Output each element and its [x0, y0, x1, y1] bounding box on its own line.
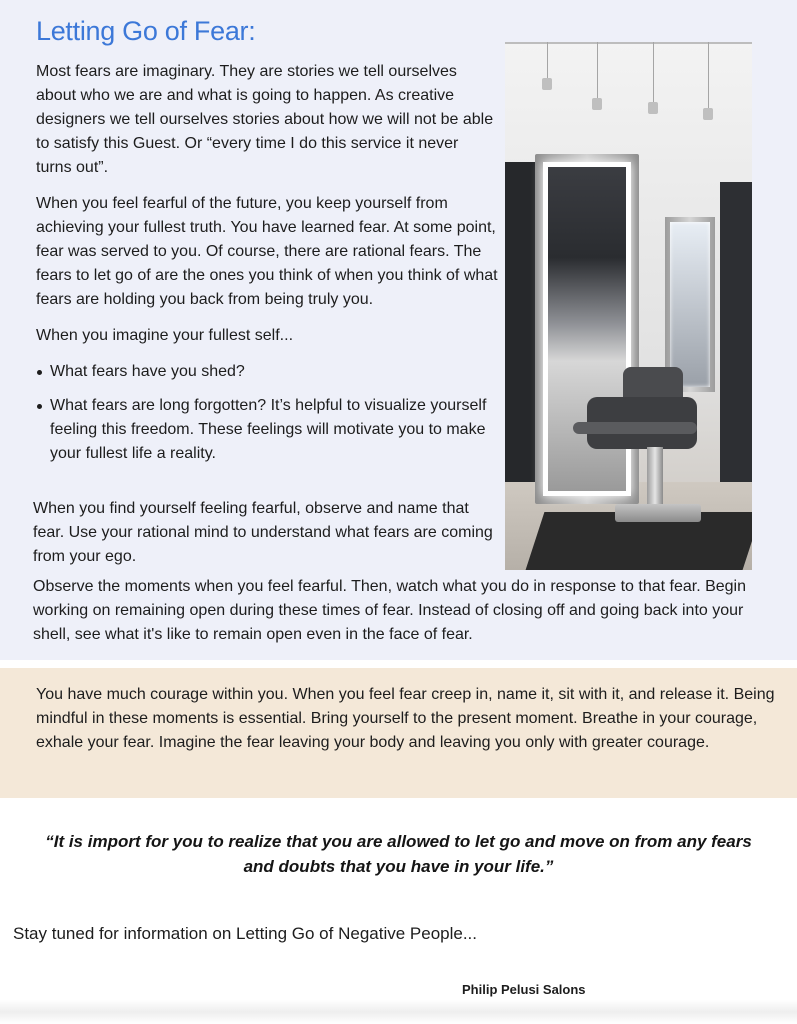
- signature: Philip Pelusi Salons: [462, 982, 586, 997]
- intro-column: [36, 60, 498, 476]
- list-item: What fears have you shed?: [50, 360, 498, 384]
- courage-section: [0, 668, 797, 798]
- light-wire: [597, 42, 598, 98]
- mirror-glass: [670, 222, 710, 387]
- dark-cabinet: [720, 182, 752, 492]
- pendant-light-icon: [703, 108, 713, 120]
- light-wire: [653, 42, 654, 102]
- intro-paragraph-2: When you feel fearful of the future, you keep yourself from achieving your fullest truth. You have learned fear. At some point, fear was served to you. Of course, there are rational fears. The fears to let go of are the ones you think of when you think of what fears are holding you back from being truly you.: [36, 195, 498, 308]
- page-title: Letting Go of Fear:: [36, 16, 256, 46]
- intro-paragraph-5: Observe the moments when you feel fearful. Then, watch what you do in response to that fear. Begin working on remaining open during these times of fear. Instead of closing off and going back into your shell, see what it's like to remain open even in the face of fear.: [33, 578, 747, 643]
- intro-paragraph-3: When you imagine your fullest self...: [36, 327, 294, 344]
- pendant-light-icon: [592, 98, 602, 110]
- light-wire: [547, 42, 548, 78]
- pendant-light-icon: [648, 102, 658, 114]
- intro-paragraph-4: When you find yourself feeling fearful, observe and name that fear. Use your rational mind to understand what fears are coming from your ego.: [33, 500, 493, 565]
- pendant-light-icon: [542, 78, 552, 90]
- salon-chair-arm: [573, 422, 697, 434]
- stay-tuned-text: Stay tuned for information on Letting Go of Negative People...: [13, 924, 478, 943]
- quote-text: “It is import for you to realize that you are allowed to let go and move on from any fears and doubts that you have in your life.”: [45, 832, 752, 876]
- fear-question-list: [36, 360, 498, 466]
- lighted-mirror: [535, 154, 639, 504]
- back-mirror: [665, 217, 715, 392]
- salon-chair-pole: [647, 447, 663, 507]
- salon-photo: [505, 42, 752, 570]
- quote-block: [0, 829, 797, 879]
- dark-cabinet: [505, 162, 535, 492]
- bottom-fade: [0, 1000, 797, 1024]
- ceiling-track: [505, 42, 752, 44]
- intro-paragraph-1: Most fears are imaginary. They are stories we tell ourselves about who we are and what is going to happen. As creative designers we tell ourselves stories about how we will not be able to satisfy this Guest. Or “every time I do this service it never turns out”.: [36, 63, 494, 176]
- courage-paragraph: You have much courage within you. When you feel fear creep in, name it, sit with it, and release it. Being mindful in these moments is essential. Bring yourself to the present moment. Breathe in your courage, exhale your fear. Imagine the fear leaving your body and leaving you only with greater courage.: [36, 686, 775, 751]
- list-item: What fears are long forgotten? It’s helpful to visualize yourself feeling this freedom. These feelings will motivate you to make your fullest life a reality.: [50, 394, 498, 466]
- light-wire: [708, 42, 709, 108]
- salon-chair-base: [615, 504, 701, 522]
